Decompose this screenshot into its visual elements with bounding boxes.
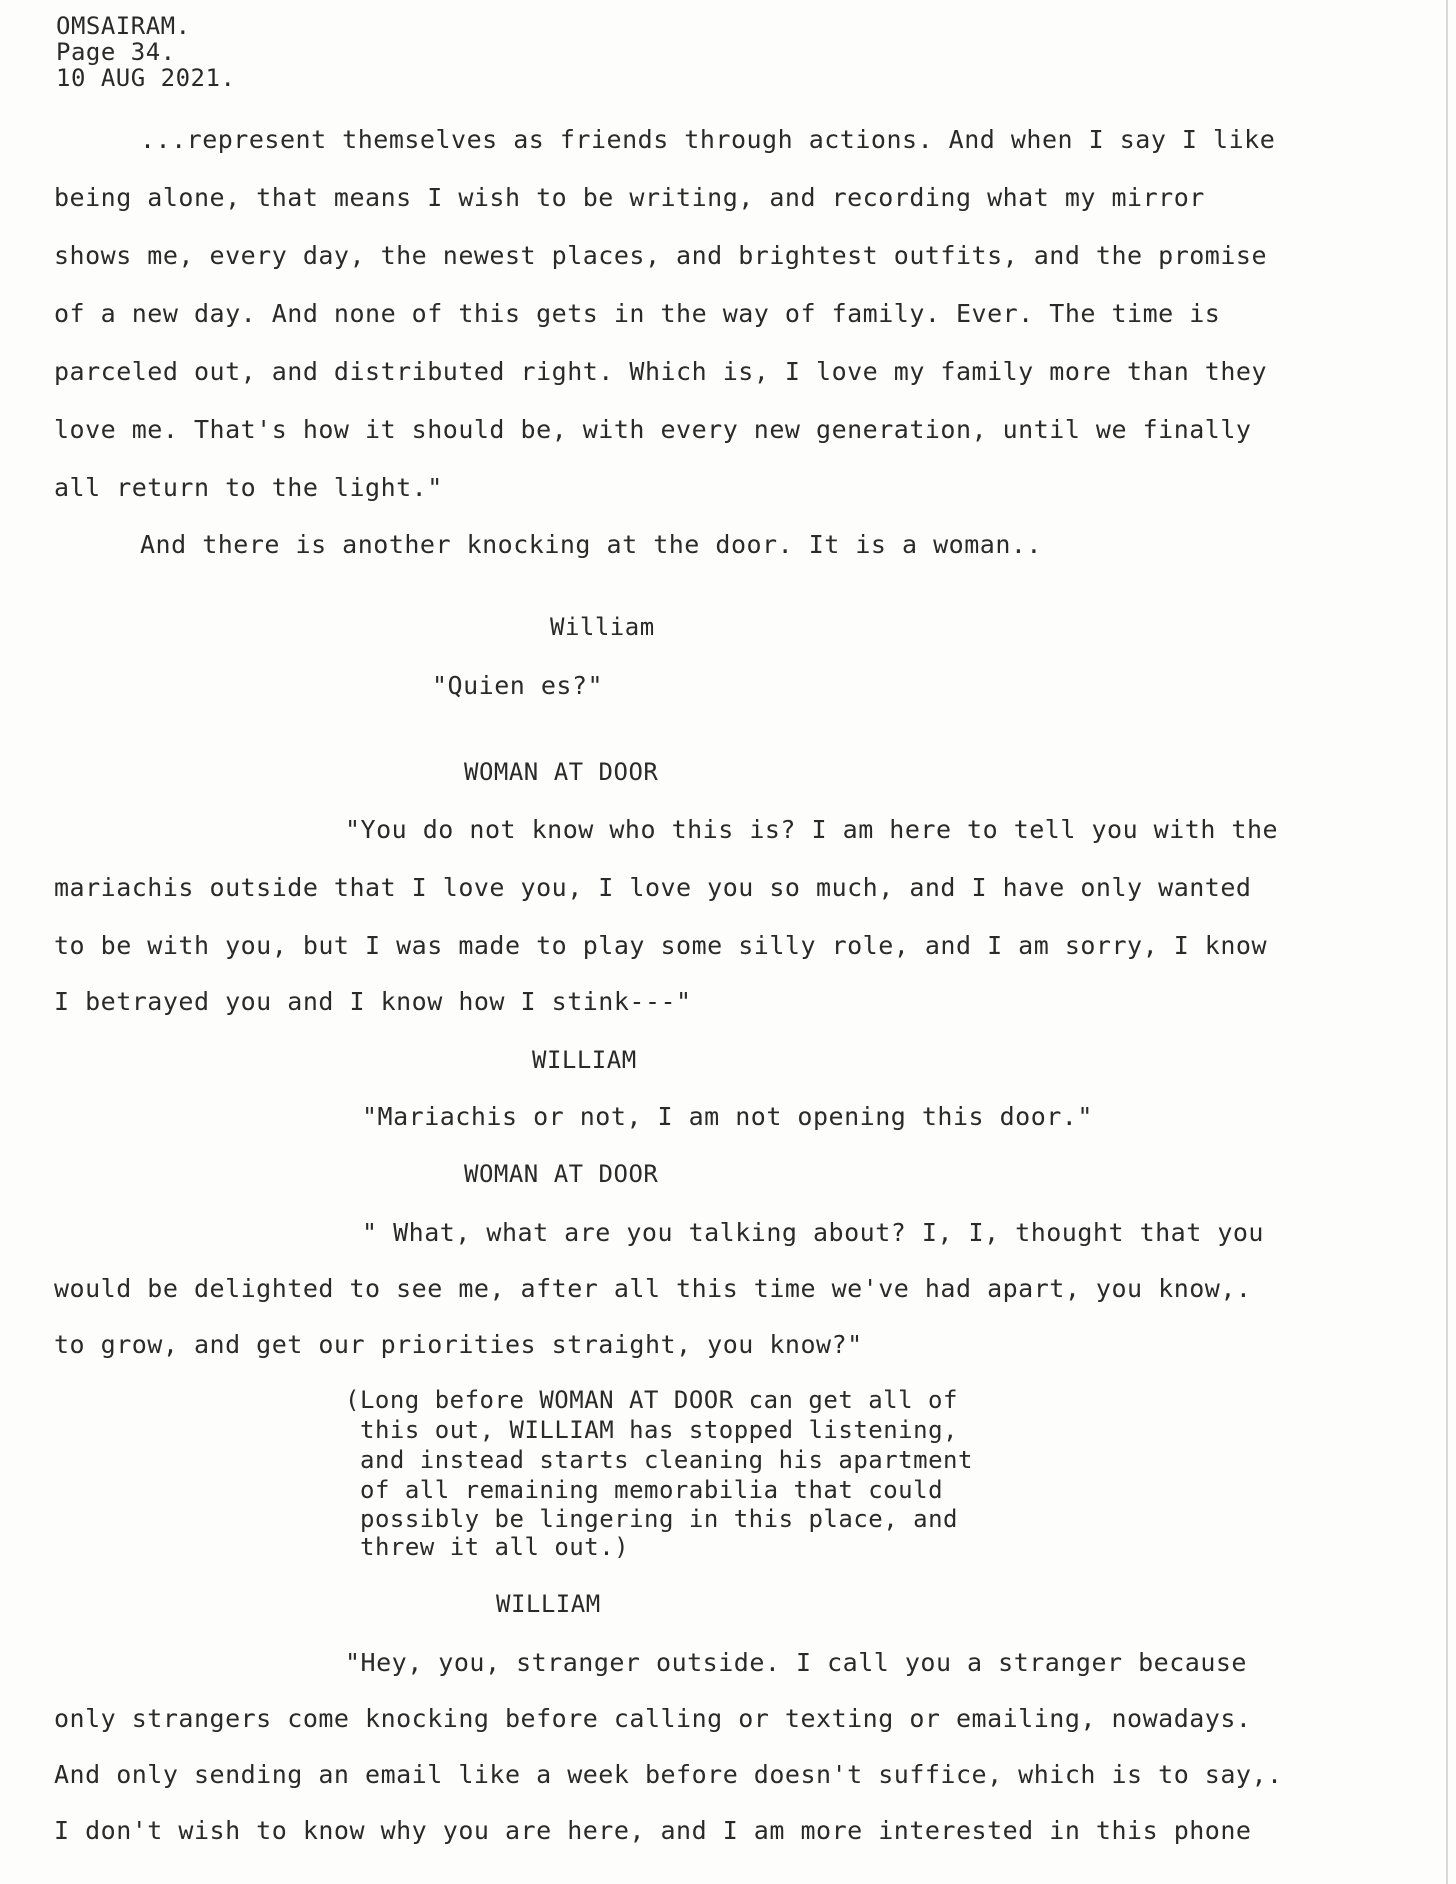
character-cue-woman-at-door: WOMAN AT DOOR bbox=[464, 1160, 659, 1188]
character-cue-woman-at-door: WOMAN AT DOOR bbox=[464, 758, 659, 786]
stage-direction-line: (Long before WOMAN AT DOOR can get all of bbox=[345, 1386, 958, 1414]
dialogue-line: to grow, and get our priorities straight, you know?" bbox=[54, 1330, 863, 1359]
dialogue-line: "Mariachis or not, I am not opening this door." bbox=[362, 1102, 1093, 1131]
paragraph1-line: shows me, every day, the newest places, and brightest outfits, and the promise bbox=[54, 241, 1267, 270]
stage-direction-line: and instead starts cleaning his apartment bbox=[360, 1446, 973, 1474]
stage-direction-line: threw it all out.) bbox=[360, 1533, 630, 1561]
dialogue-line: And only sending an email like a week before doesn't suffice, which is to say,. bbox=[54, 1760, 1283, 1789]
paragraph1-line: being alone, that means I wish to be writing, and recording what my mirror bbox=[54, 183, 1205, 212]
dialogue-line: would be delighted to see me, after all this time we've had apart, you know,. bbox=[54, 1274, 1252, 1303]
dialogue-line: " What, what are you talking about? I, I, thought that you bbox=[362, 1218, 1264, 1247]
paragraph1-line: of a new day. And none of this gets in the way of family. Ever. The time is bbox=[54, 299, 1221, 328]
paragraph1-line: parceled out, and distributed right. Which is, I love my family more than they bbox=[54, 357, 1267, 386]
character-cue-william: WILLIAM bbox=[496, 1590, 601, 1618]
dialogue-line: I betrayed you and I know how I stink---" bbox=[54, 987, 692, 1016]
stage-direction-line: of all remaining memorabilia that could bbox=[360, 1476, 944, 1504]
paragraph2-line: And there is another knocking at the door. It is a woman.. bbox=[140, 530, 1042, 559]
paragraph1-line: ...represent themselves as friends through actions. And when I say I like bbox=[140, 125, 1276, 154]
header-line-omsairam: OMSAIRAM. bbox=[56, 12, 191, 40]
dialogue-line: only strangers come knocking before calling or texting or emailing, nowadays. bbox=[54, 1704, 1252, 1733]
dialogue-line: "You do not know who this is? I am here to tell you with the bbox=[345, 815, 1279, 844]
paragraph1-line: all return to the light." bbox=[54, 473, 443, 502]
dialogue-line: "Hey, you, stranger outside. I call you a stranger because bbox=[345, 1648, 1247, 1677]
stage-direction-line: possibly be lingering in this place, and bbox=[360, 1505, 958, 1533]
dialogue-line: to be with you, but I was made to play some silly role, and I am sorry, I know bbox=[54, 931, 1267, 960]
header-line-page: Page 34. bbox=[56, 38, 176, 66]
dialogue-line: "Quien es?" bbox=[432, 671, 604, 700]
stage-direction-line: this out, WILLIAM has stopped listening, bbox=[360, 1416, 958, 1444]
character-cue-william: WILLIAM bbox=[532, 1046, 637, 1074]
paragraph1-line: love me. That's how it should be, with every new generation, until we finally bbox=[54, 415, 1252, 444]
dialogue-line: I don't wish to know why you are here, and I am more interested in this phone bbox=[54, 1816, 1252, 1845]
header-line-date: 10 AUG 2021. bbox=[56, 64, 236, 92]
dialogue-line: mariachis outside that I love you, I love you so much, and I have only wanted bbox=[54, 873, 1252, 902]
character-cue-william: William bbox=[550, 613, 655, 641]
page-edge-shadow bbox=[1446, 0, 1448, 1884]
